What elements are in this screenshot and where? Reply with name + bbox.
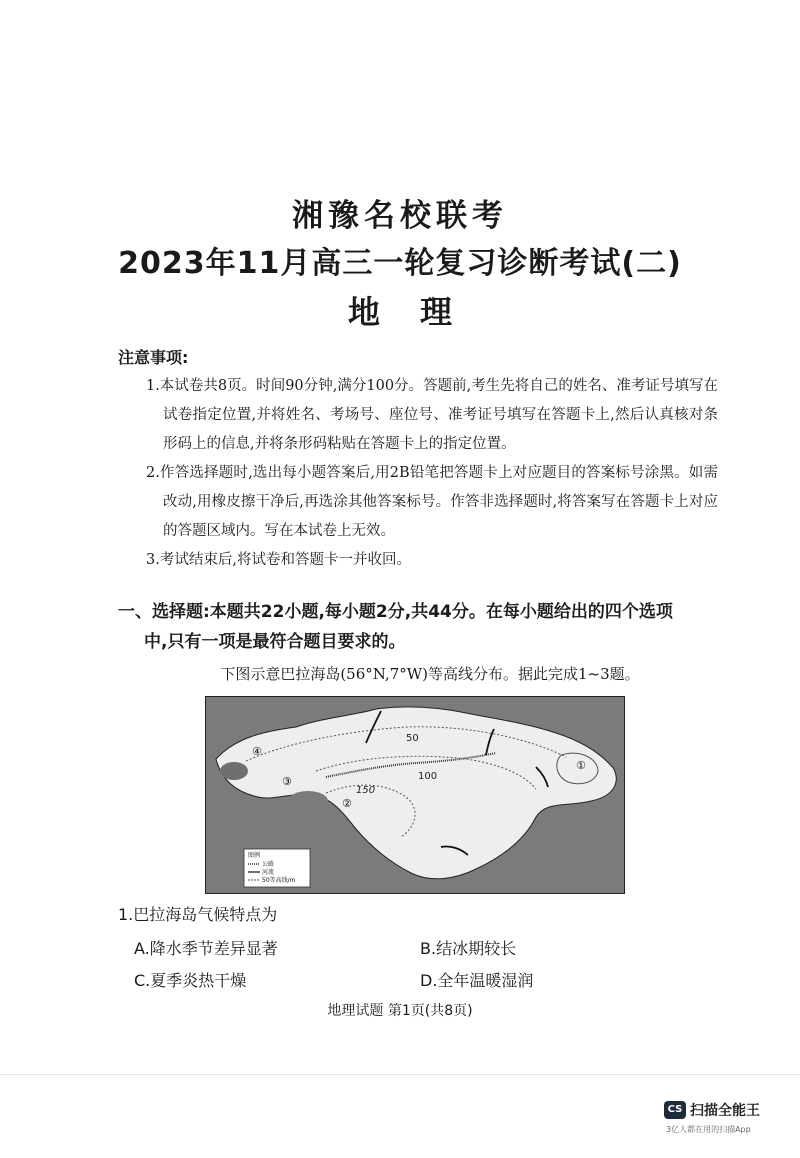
section-heading: [118, 597, 718, 657]
exam-name-title: 2023年11月高三一轮复习诊断考试(二): [118, 246, 682, 281]
notice-item-1: 1.本试卷共8页。时间90分钟,满分100分。答题前,考生先将自己的姓名、准考证号填写在试卷指定位置,并将姓名、考场号、座位号、准考证号填写在答题卡上,然后认真核对条形码上的信息,并将条形码粘贴在答题卡上的指定位置。: [146, 378, 718, 452]
camscanner-tagline: 3亿人都在用的扫描App: [666, 1125, 751, 1134]
question-1-option-b: B.结冰期较长: [420, 939, 517, 958]
island-contour-map: [205, 696, 625, 894]
contour-label-100: 100: [418, 771, 438, 782]
page-footer: 地理试题 第1页(共8页): [327, 1003, 473, 1019]
notice-item-3: 3.考试结束后,将试卷和答题卡一并收回。: [146, 552, 411, 568]
camscanner-name: 扫描全能王: [690, 1103, 760, 1119]
camscanner-logo-icon: CS: [664, 1101, 686, 1119]
legend-title: 图例: [248, 852, 261, 859]
contour-label-50: 50: [406, 733, 419, 744]
question-1-option-d: D.全年温暖湿润: [420, 971, 534, 990]
section-heading-line2: 中,只有一项是最符合题目要求的。: [144, 632, 406, 652]
legend-river-label: 河流: [262, 869, 275, 876]
map-figure: [206, 697, 624, 893]
contour-label-150: 150: [356, 785, 376, 796]
question-1-option-a: A.降水季节差异显著: [134, 939, 278, 958]
site-label-2: ②: [342, 797, 352, 810]
map-legend: [244, 849, 310, 887]
exam-union-title: 湘豫名校联考: [292, 198, 508, 234]
question-intro: 下图示意巴拉海岛(56°N,7°W)等高线分布。据此完成1~3题。: [220, 665, 640, 683]
site-label-1: ①: [576, 759, 586, 772]
lake-west: [220, 762, 248, 780]
question-1-option-c: C.夏季炎热干燥: [134, 971, 247, 990]
notice-list: [118, 372, 718, 575]
legend-road-label: 公路: [262, 861, 275, 868]
notice-heading: 注意事项:: [118, 348, 189, 367]
subject-title: 地理: [347, 293, 492, 331]
section-heading-line1: 一、选择题:本题共22小题,每小题2分,共44分。在每小题给出的四个选项: [118, 602, 673, 622]
notice-item-2: 2.作答选择题时,选出每小题答案后,用2B铅笔把答题卡上对应题目的答案标号涂黑。如需改动,用橡皮擦干净后,再选涂其他答案标号。作答非选择题时,将答案写在答题卡上对应的答题区域内。写在本试卷上无效。: [146, 465, 718, 539]
divider: [0, 1074, 800, 1075]
legend-contour-label: 50等高线/m: [262, 877, 296, 884]
question-1-stem: 1.巴拉海岛气候特点为: [118, 905, 278, 924]
inlet-south: [288, 791, 328, 811]
site-label-4: ④: [252, 745, 262, 758]
site-label-3: ③: [282, 775, 292, 788]
